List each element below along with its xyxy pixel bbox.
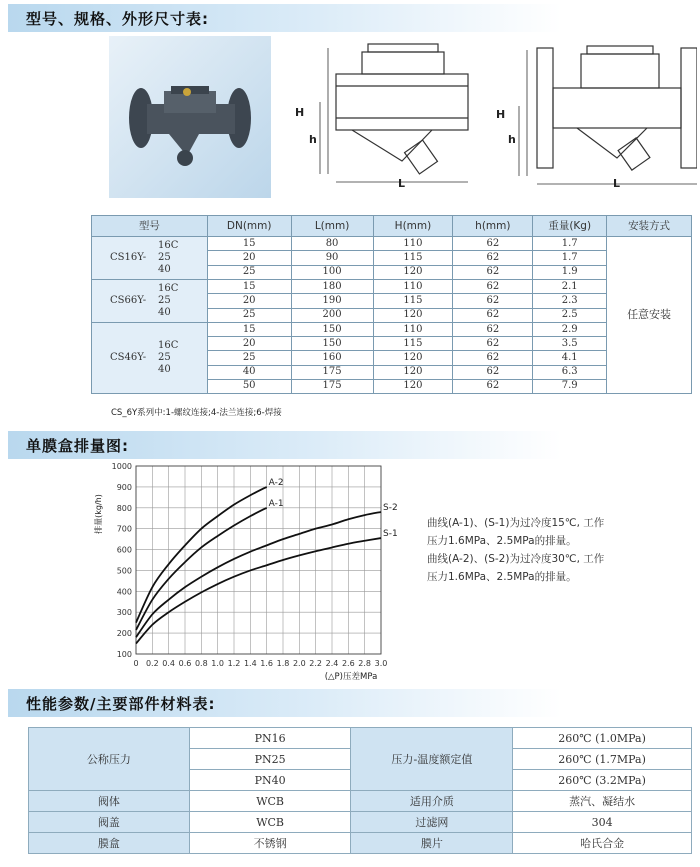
spec-cell: 1.7	[533, 237, 607, 251]
model-prefix: CS16Y-	[110, 252, 147, 263]
section-title: 性能参数/主要部件材料表:	[26, 695, 216, 713]
spec-cell: 1.7	[533, 251, 607, 265]
y-tick-label: 800	[116, 503, 132, 513]
pressure-rating: 16C	[158, 283, 179, 294]
label-pt-rating: 压力-温度额定值	[351, 728, 513, 791]
part-material: 不锈钢	[189, 833, 351, 854]
series-line-s-1	[136, 538, 381, 643]
part-material: 哈氏合金	[513, 833, 692, 854]
spec-header-cell: h(mm)	[453, 216, 533, 237]
temp-rating: 260℃ (1.0MPa)	[513, 728, 692, 749]
x-tick-label: 2.0	[292, 659, 306, 668]
spec-cell: 62	[453, 351, 533, 365]
spec-cell: 62	[453, 365, 533, 379]
spec-cell: 110	[373, 280, 453, 294]
spec-cell: 115	[373, 251, 453, 265]
y-tick-label: 200	[116, 629, 132, 639]
dim-label-h: h	[508, 133, 516, 146]
dim-label-L: L	[613, 177, 621, 190]
spec-cell: 25	[207, 308, 291, 322]
part-label: 阀体	[29, 791, 190, 812]
chart-text-line: 压力1.6MPa、2.5MPa的排量。	[427, 535, 577, 547]
spec-cell: 175	[291, 379, 373, 393]
spec-header-cell: L(mm)	[291, 216, 373, 237]
spec-row	[92, 323, 692, 337]
spec-header-cell: 安装方式	[607, 216, 692, 237]
spec-cell: 62	[453, 265, 533, 279]
spec-cell: 7.9	[533, 379, 607, 393]
spec-cell: 15	[207, 280, 291, 294]
spec-cell: 2.3	[533, 294, 607, 308]
section-bar-chart	[8, 431, 700, 459]
series-label: S-2	[383, 502, 398, 513]
x-tick-label: 0.6	[178, 659, 192, 668]
dim-label-L: L	[398, 177, 406, 190]
part-material: WCB	[189, 791, 351, 812]
x-axis-title: (△P)压差MPa	[324, 672, 378, 682]
y-tick-label: 900	[116, 482, 132, 492]
x-tick-label: 0	[133, 659, 139, 668]
material-table	[28, 727, 692, 854]
chart-text-line: 压力1.6MPa、2.5MPa的排量。	[427, 571, 577, 583]
spec-cell: 1.9	[533, 265, 607, 279]
dim-label-H: H	[496, 108, 506, 121]
spec-cell: 110	[373, 237, 453, 251]
dim-label-H: H	[295, 106, 305, 119]
discharge-chart	[90, 456, 410, 688]
section-title: 型号、规格、外形尺寸表:	[26, 10, 209, 28]
spec-cell: 62	[453, 337, 533, 351]
pn-value: PN40	[189, 770, 351, 791]
spec-cell: 62	[453, 251, 533, 265]
part-material: 304	[513, 812, 692, 833]
spec-cell: 80	[291, 237, 373, 251]
spec-cell: 150	[291, 323, 373, 337]
spec-row	[92, 280, 692, 294]
spec-cell: 150	[291, 337, 373, 351]
x-tick-label: 2.4	[325, 659, 339, 668]
spec-cell: 62	[453, 294, 533, 308]
pressure-rating: 16C	[158, 240, 179, 251]
spec-cell: 62	[453, 379, 533, 393]
dimension-drawing-flanged	[497, 36, 697, 196]
x-tick-label: 1.8	[276, 659, 290, 668]
x-tick-label: 1.2	[227, 659, 241, 668]
model-prefix: CS66Y-	[110, 295, 147, 306]
y-tick-label: 1000	[111, 462, 132, 471]
x-tick-label: 2.2	[309, 659, 323, 668]
y-tick-label: 500	[116, 566, 132, 576]
temp-rating: 260℃ (1.7MPa)	[513, 749, 692, 770]
y-tick-label: 400	[116, 587, 132, 597]
section-title: 单膜盒排量图:	[26, 437, 129, 455]
section-bar-models	[8, 4, 700, 32]
pn-value: PN16	[189, 728, 351, 749]
spec-cell: 120	[373, 265, 453, 279]
chart-text-line: 曲线(A-2)、(S-2)为过冷度30℃, 工作	[427, 553, 605, 565]
spec-cell: 180	[291, 280, 373, 294]
spec-cell: 2.1	[533, 280, 607, 294]
dimension-drawing-threaded	[292, 36, 477, 196]
spec-cell: 15	[207, 323, 291, 337]
pressure-rating: 40	[158, 307, 171, 318]
spec-cell: 2.9	[533, 323, 607, 337]
spec-header-cell: 重量(Kg)	[533, 216, 607, 237]
y-tick-label: 600	[116, 545, 132, 555]
spec-header-cell: H(mm)	[373, 216, 453, 237]
y-tick-label: 700	[116, 524, 132, 534]
spec-cell: 190	[291, 294, 373, 308]
x-tick-label: 1.4	[243, 659, 257, 668]
pressure-rating: 16C	[158, 340, 179, 351]
spec-cell: 20	[207, 294, 291, 308]
spec-cell: 62	[453, 280, 533, 294]
dim-label-h: h	[309, 133, 317, 146]
spec-cell: 175	[291, 365, 373, 379]
pressure-rating: 40	[158, 264, 171, 275]
spec-cell: 3.5	[533, 337, 607, 351]
x-tick-label: 2.6	[341, 659, 355, 668]
spec-cell: 62	[453, 237, 533, 251]
model-prefix: CS46Y-	[110, 352, 147, 363]
part-material: 蒸汽、凝结水	[513, 791, 692, 812]
spec-cell: 120	[373, 308, 453, 322]
series-label: S-1	[383, 529, 398, 540]
install-cell: 任意安装	[607, 237, 692, 394]
part-label: 适用介质	[351, 791, 513, 812]
spec-cell: 20	[207, 337, 291, 351]
x-tick-label: 1.6	[260, 659, 274, 668]
spec-header-cell: 型号	[92, 216, 208, 237]
spec-cell: 25	[207, 265, 291, 279]
spec-cell: 120	[373, 351, 453, 365]
temp-rating: 260℃ (3.2MPa)	[513, 770, 692, 791]
spec-cell: 15	[207, 237, 291, 251]
x-tick-label: 0.4	[162, 659, 176, 668]
pressure-rating: 40	[158, 364, 171, 375]
spec-header-cell: DN(mm)	[207, 216, 291, 237]
spec-cell: 2.5	[533, 308, 607, 322]
product-photo	[109, 36, 271, 198]
spec-row	[92, 237, 692, 251]
spec-cell: 160	[291, 351, 373, 365]
part-label: 阀盖	[29, 812, 190, 833]
y-axis-title: 排量(kg/h)	[94, 494, 103, 534]
section-bar-materials	[8, 689, 700, 717]
spec-cell: 110	[373, 323, 453, 337]
spec-cell: 6.3	[533, 365, 607, 379]
x-tick-label: 1.0	[211, 659, 225, 668]
x-tick-label: 2.8	[358, 659, 372, 668]
model-cell	[92, 237, 208, 280]
x-tick-label: 0.8	[194, 659, 208, 668]
spec-note: CS_6Y系列中:1-螺纹连接;4-法兰连接;6-焊接	[111, 408, 282, 418]
pressure-rating: 25	[158, 352, 171, 363]
spec-header-row	[92, 216, 692, 237]
part-label: 过滤网	[351, 812, 513, 833]
x-tick-label: 3.0	[374, 659, 388, 668]
spec-cell: 100	[291, 265, 373, 279]
spec-cell: 200	[291, 308, 373, 322]
part-label: 膜片	[351, 833, 513, 854]
label-nominal-pressure: 公称压力	[29, 728, 190, 791]
spec-table	[91, 215, 692, 394]
pressure-rating: 25	[158, 295, 171, 306]
y-tick-label: 100	[116, 650, 132, 659]
spec-cell: 115	[373, 294, 453, 308]
spec-cell: 4.1	[533, 351, 607, 365]
spec-cell: 62	[453, 308, 533, 322]
chart-description	[427, 514, 697, 586]
spec-cell: 20	[207, 251, 291, 265]
spec-cell: 40	[207, 365, 291, 379]
spec-cell: 25	[207, 351, 291, 365]
chart-text-line: 曲线(A-1)、(S-1)为过冷度15℃, 工作	[427, 517, 605, 529]
part-label: 膜盒	[29, 833, 190, 854]
spec-cell: 115	[373, 337, 453, 351]
y-tick-label: 300	[116, 608, 132, 618]
spec-cell: 62	[453, 323, 533, 337]
part-material: WCB	[189, 812, 351, 833]
pressure-rating: 25	[158, 252, 171, 263]
pn-value: PN25	[189, 749, 351, 770]
model-cell	[92, 280, 208, 323]
series-label: A-2	[268, 477, 284, 488]
series-label: A-1	[268, 498, 284, 509]
spec-cell: 90	[291, 251, 373, 265]
spec-cell: 50	[207, 379, 291, 393]
spec-cell: 120	[373, 379, 453, 393]
spec-cell: 120	[373, 365, 453, 379]
x-tick-label: 0.2	[145, 659, 159, 668]
model-cell	[92, 323, 208, 394]
